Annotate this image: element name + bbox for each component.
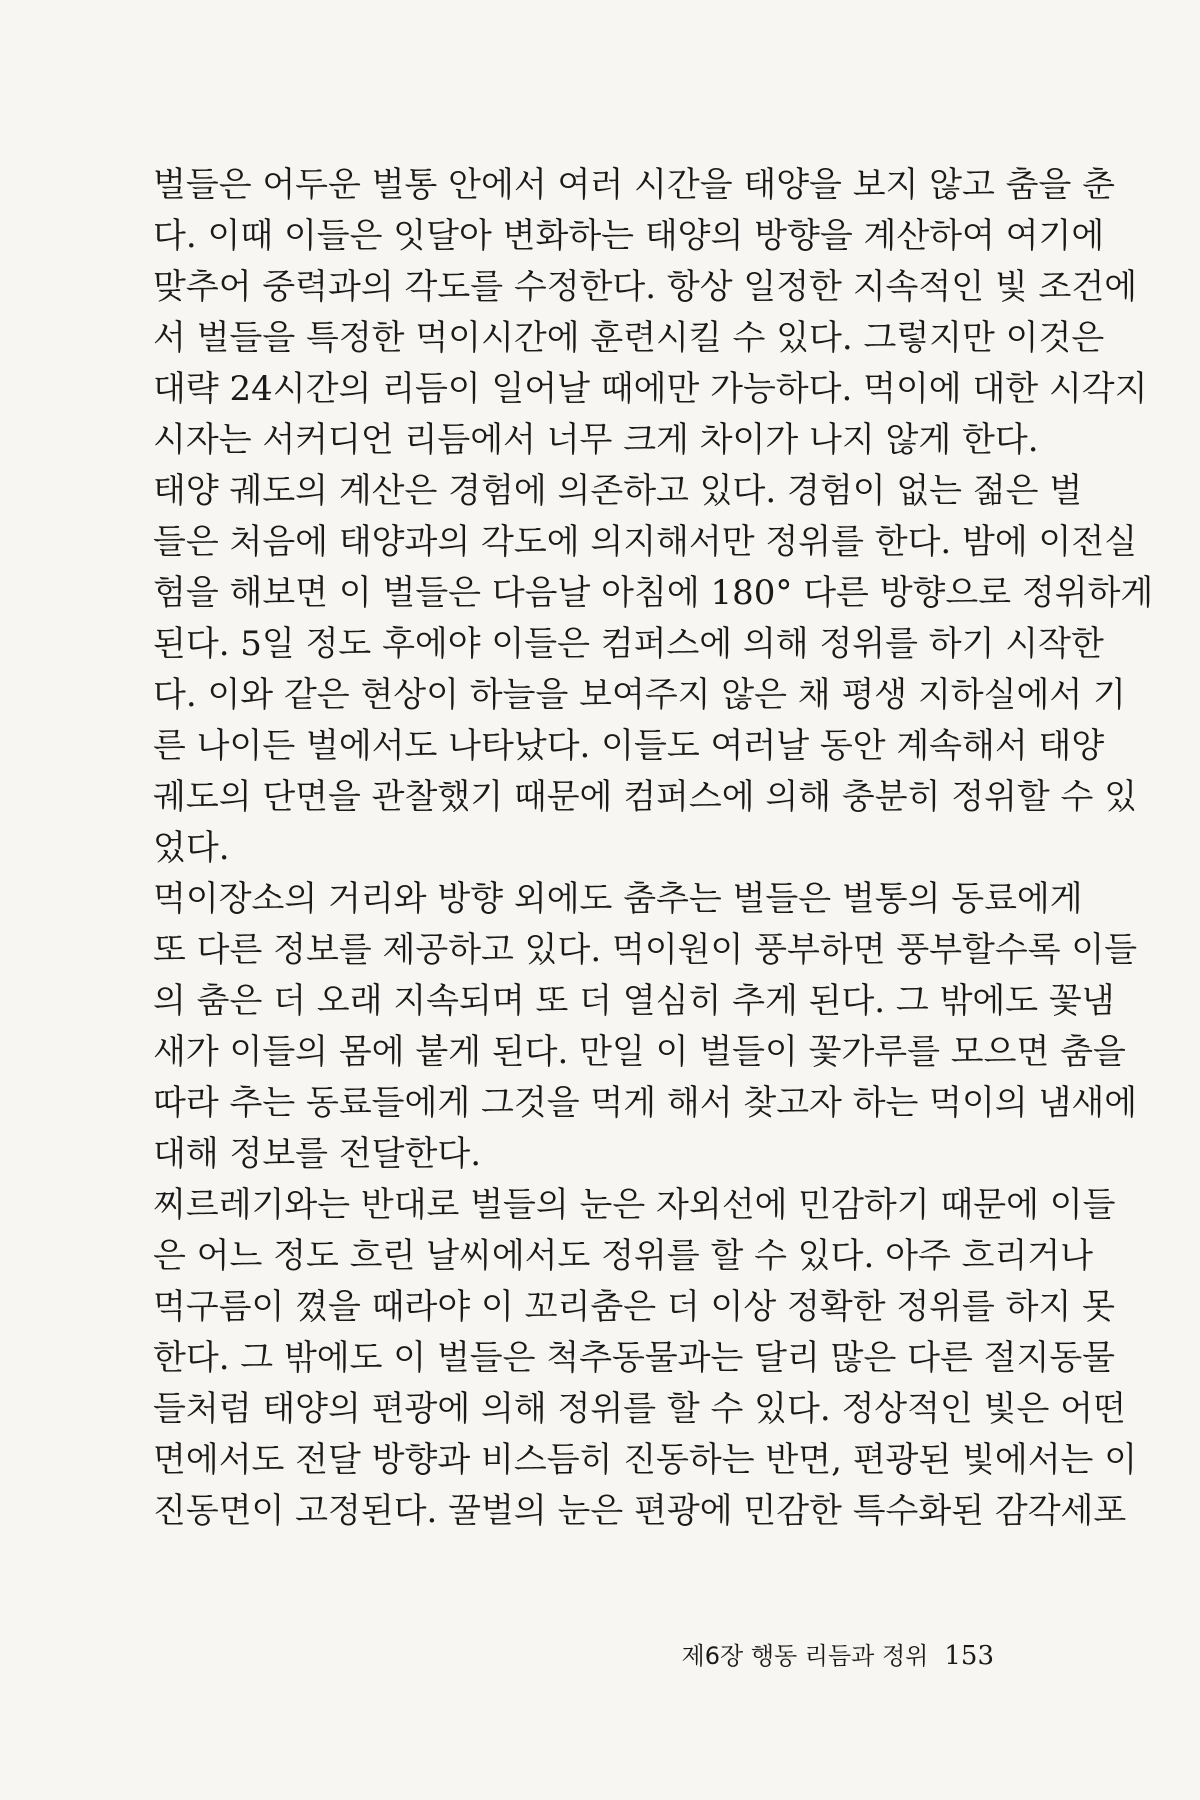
text-line: 다. 이때 이들은 잇달아 변화하는 태양의 방향을 계산하여 여기에 — [153, 216, 1105, 256]
text-line: 벌들은 어두운 벌통 안에서 여러 시간을 태양을 보지 않고 춤을 춘 — [153, 165, 1116, 205]
text-line: 궤도의 단면을 관찰했기 때문에 컴퍼스에 의해 충분히 정위할 수 있 — [153, 777, 1138, 817]
body-text — [153, 160, 1154, 1537]
text-line: 서 벌들을 특정한 먹이시간에 훈련시킬 수 있다. 그렇지만 이것은 — [153, 318, 1105, 358]
text-line: 험을 해보면 이 벌들은 다음날 아침에 180° 다른 방향으로 정위하게 — [153, 573, 1154, 613]
chapter-title: 제6장 행동 리듬과 정위 — [681, 1642, 929, 1670]
text-line: 대해 정보를 전달한다. — [153, 1134, 482, 1174]
text-line: 른 나이든 벌에서도 나타났다. 이들도 여러날 동안 계속해서 태양 — [153, 726, 1105, 766]
text-line: 또 다른 정보를 제공하고 있다. 먹이원이 풍부하면 풍부할수록 이들 — [153, 930, 1138, 970]
text-line: 찌르레기와는 반대로 벌들의 눈은 자외선에 민감하기 때문에 이들 — [153, 1185, 1116, 1225]
text-line: 면에서도 전달 방향과 비스듬히 진동하는 반면, 편광된 빛에서는 이 — [153, 1440, 1138, 1480]
text-line: 먹이장소의 거리와 방향 외에도 춤추는 벌들은 벌통의 동료에게 — [153, 879, 1083, 919]
page-footer — [682, 1636, 994, 1671]
text-line: 들처럼 태양의 편광에 의해 정위를 할 수 있다. 정상적인 빛은 어떤 — [153, 1389, 1126, 1429]
text-line: 은 어느 정도 흐린 날씨에서도 정위를 할 수 있다. 아주 흐리거나 — [153, 1236, 1093, 1276]
text-line: 진동면이 고정된다. 꿀벌의 눈은 편광에 민감한 특수화된 감각세포 — [153, 1491, 1127, 1531]
text-line: 었다. — [153, 828, 230, 868]
text-line: 먹구름이 꼈을 때라야 이 꼬리춤은 더 이상 정확한 정위를 하지 못 — [153, 1287, 1116, 1327]
text-line: 된다. 5일 정도 후에야 이들은 컴퍼스에 의해 정위를 하기 시작한 — [153, 624, 1104, 664]
text-line: 따라 추는 동료들에게 그것을 먹게 해서 찾고자 하는 먹이의 냄새에 — [153, 1083, 1138, 1123]
page-number: 153 — [944, 1641, 994, 1671]
text-line: 새가 이들의 몸에 붙게 된다. 만일 이 벌들이 꽃가루를 모으면 춤을 — [153, 1032, 1126, 1072]
text-line: 대략 24시간의 리듬이 일어날 때에만 가능하다. 먹이에 대한 시각지 — [153, 369, 1148, 409]
text-line: 태양 궤도의 계산은 경험에 의존하고 있다. 경험이 없는 젊은 벌 — [153, 471, 1083, 511]
text-line: 다. 이와 같은 현상이 하늘을 보여주지 않은 채 평생 지하실에서 기 — [153, 675, 1126, 715]
text-line: 시자는 서커디언 리듬에서 너무 크게 차이가 나지 않게 한다. — [153, 420, 1039, 460]
text-line: 의 춤은 더 오래 지속되며 또 더 열심히 추게 된다. 그 밖에도 꽃냄 — [153, 981, 1115, 1021]
text-line: 맞추어 중력과의 각도를 수정한다. 항상 일정한 지속적인 빛 조건에 — [153, 267, 1138, 307]
text-line: 한다. 그 밖에도 이 벌들은 척추동물과는 달리 많은 다른 절지동물 — [153, 1338, 1116, 1378]
text-line: 들은 처음에 태양과의 각도에 의지해서만 정위를 한다. 밤에 이전실 — [153, 522, 1138, 562]
